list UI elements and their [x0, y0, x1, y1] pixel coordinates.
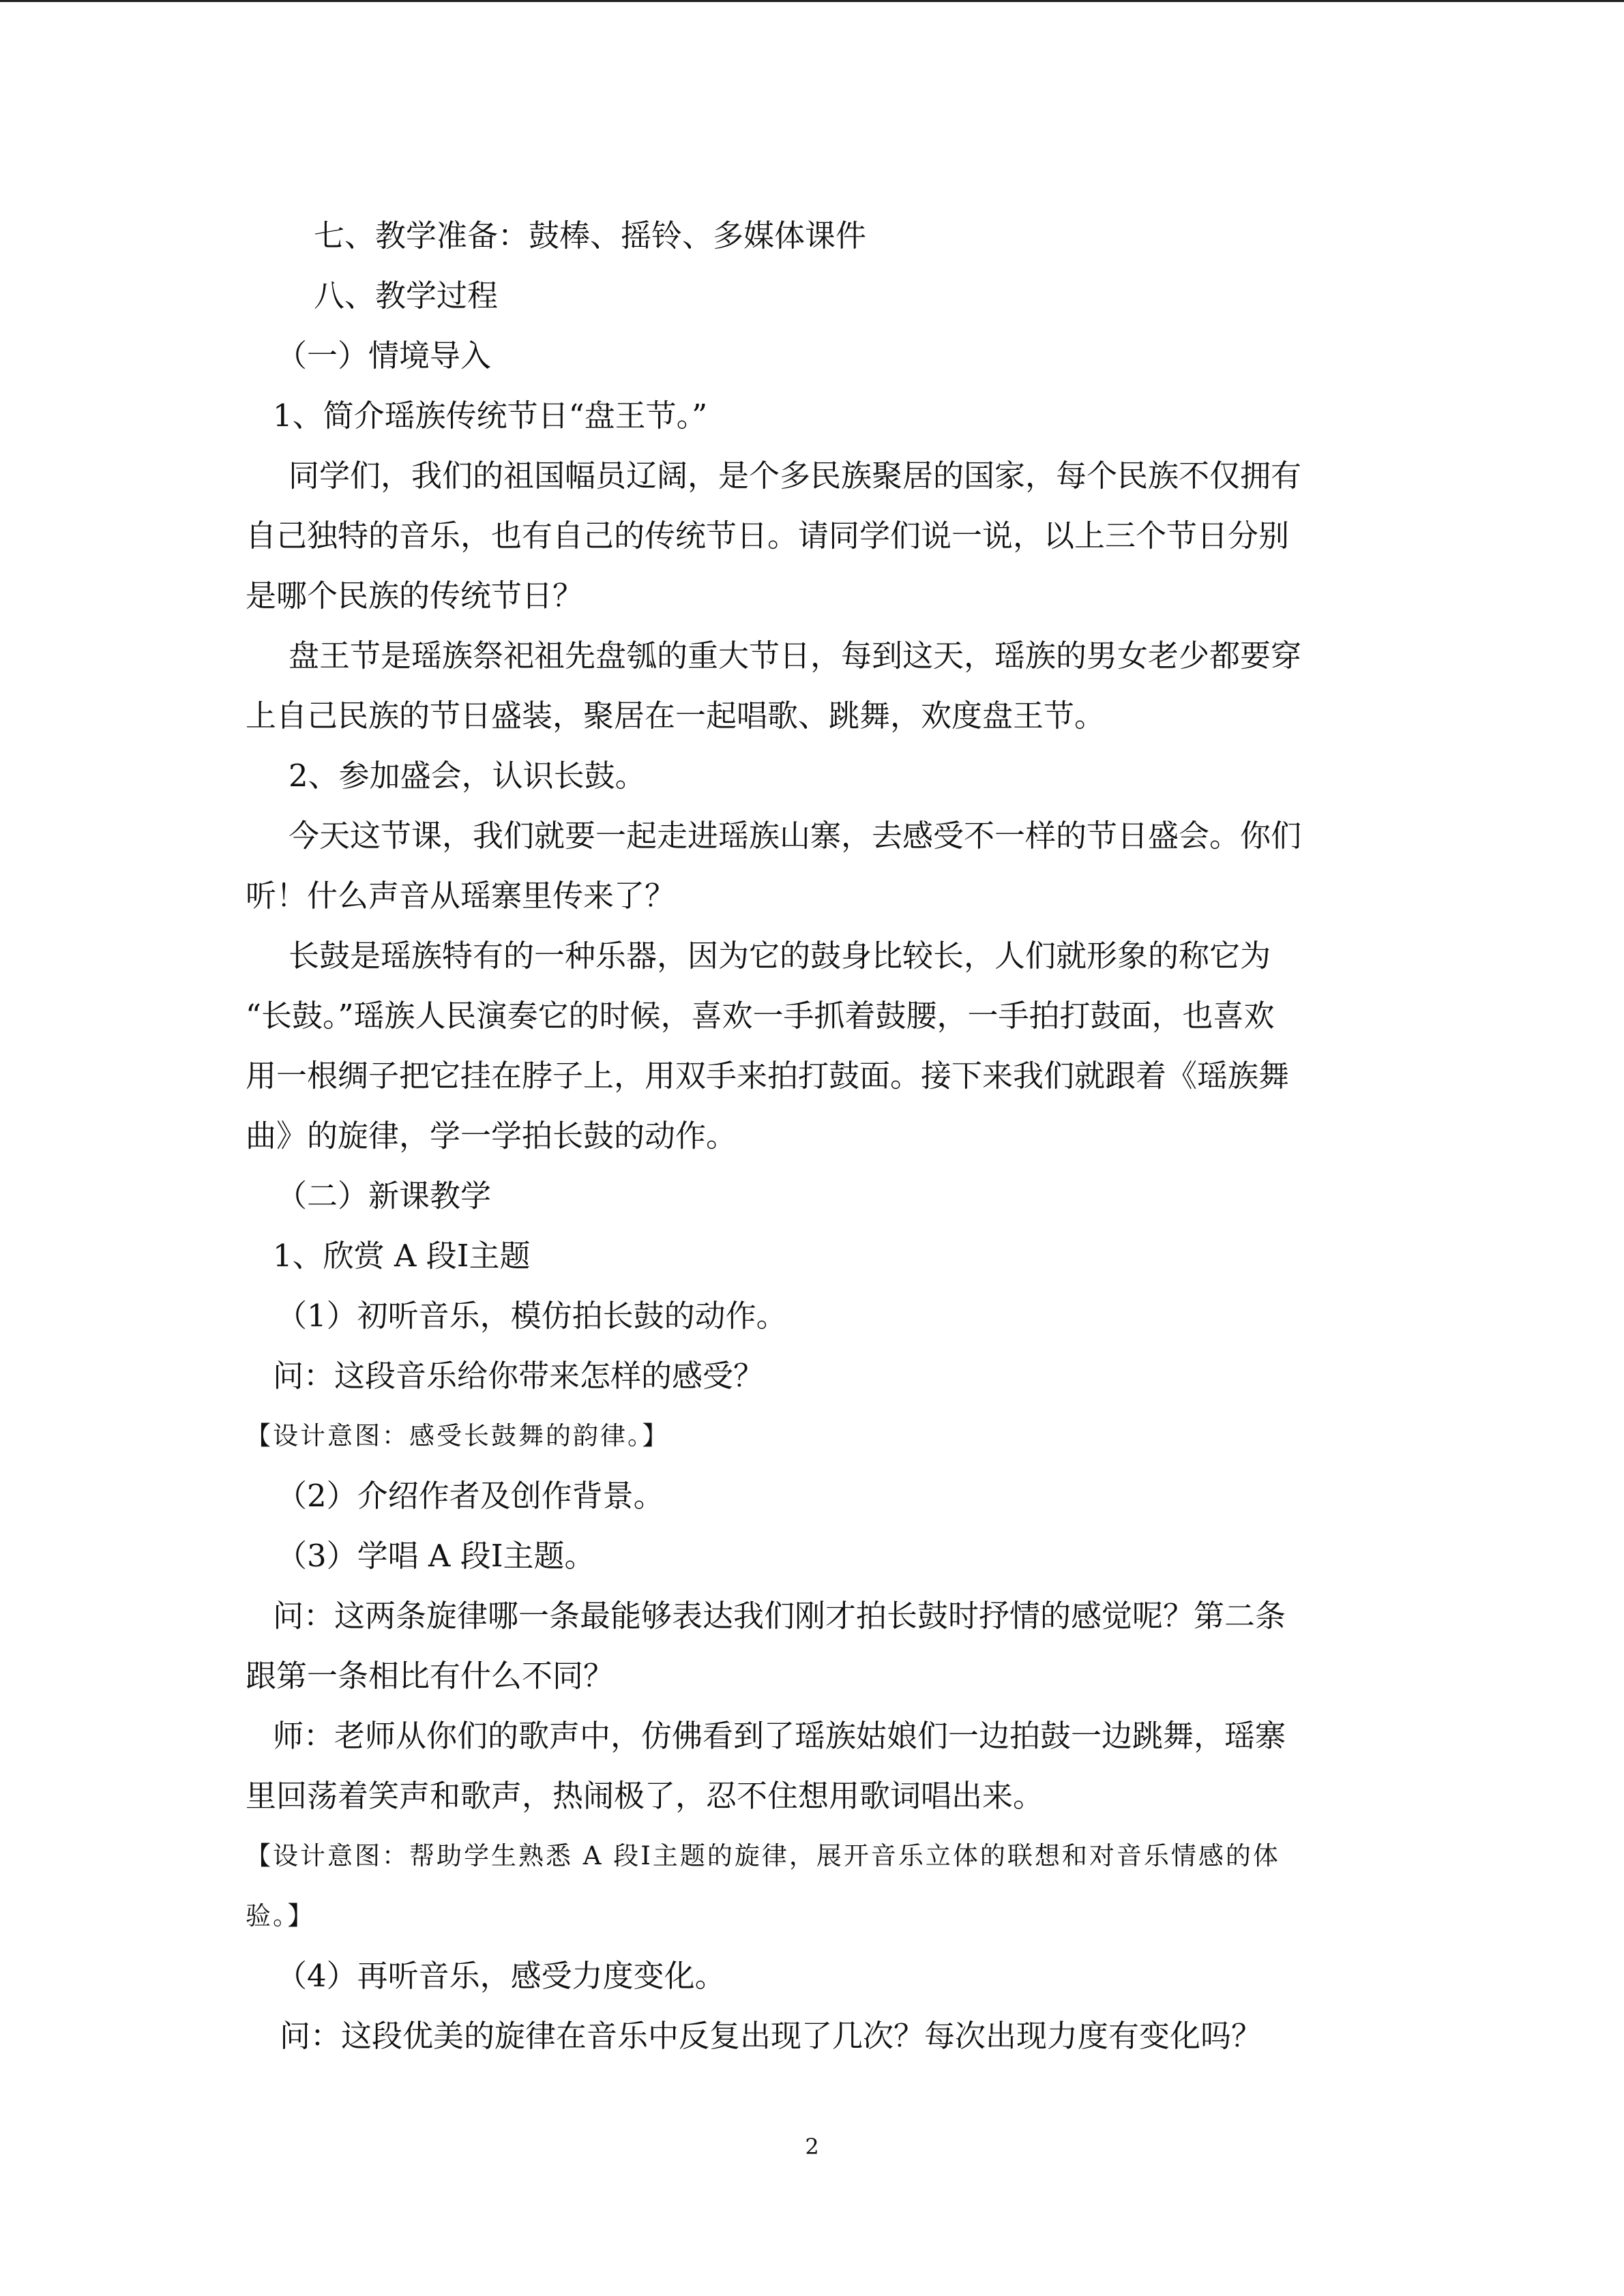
text-line: 1、欣赏 A 段Ⅰ主题 [273, 1238, 531, 1274]
text-line: （二）新课教学 [276, 1178, 492, 1214]
text-line: 问：这段音乐给你带来怎样的感受？ [273, 1358, 765, 1394]
text-line: 1、简介瑶族传统节日“盘王节。” [273, 398, 708, 434]
text-line: 今天这节课，我们就要一起走进瑶族山寨，去感受不一样的节日盛会。你们 [289, 818, 1302, 854]
document-body [246, 206, 1378, 2066]
text-line: “长鼓。”瑶族人民演奏它的时候，喜欢一手抓着鼓腰，一手拍打鼓面，也喜欢 [246, 998, 1275, 1034]
text-line: 里回荡着笑声和歌声，热闹极了，忍不住想用歌词唱出来。 [246, 1778, 1044, 1814]
text-line: 八、教学过程 [314, 278, 499, 314]
text-line: 盘王节是瑶族祭祀祖先盘瓠的重大节日，每到这天，瑶族的男女老少都要穿 [289, 638, 1302, 674]
text-line: 听！什么声音从瑶寨里传来了？ [246, 878, 676, 914]
text-line: 用一根绸子把它挂在脖子上，用双手来拍打鼓面。接下来我们就跟着《瑶族舞 [246, 1058, 1290, 1094]
text-line: 七、教学准备：鼓棒、摇铃、多媒体课件 [314, 218, 867, 254]
text-line: 2、参加盛会，认识长鼓。 [289, 758, 646, 794]
design-intent-line: 【设计意图：感受长鼓舞的韵律。】 [246, 1421, 670, 1450]
text-line: 师：老师从你们的歌声中，仿佛看到了瑶族姑娘们一边拍鼓一边跳舞，瑶寨 [273, 1718, 1286, 1754]
text-line: 自己独特的音乐，也有自己的传统节日。请同学们说一说，以上三个节日分别 [246, 518, 1290, 554]
text-line: （1）初听音乐，模仿拍长鼓的动作。 [276, 1298, 787, 1334]
text-line: （一）情境导入 [276, 338, 492, 374]
text-line: （3）学唱 A 段Ⅰ主题。 [276, 1538, 595, 1574]
text-line: 是哪个民族的传统节日？ [246, 578, 584, 614]
text-line: （4）再听音乐，感受力度变化。 [276, 1958, 726, 1994]
text-line: 问：这两条旋律哪一条最能够表达我们刚才拍长鼓时抒情的感觉呢？第二条 [273, 1598, 1286, 1634]
text-line: 上自己民族的节日盛装，聚居在一起唱歌、跳舞，欢度盘王节。 [246, 698, 1106, 734]
design-intent-line: 验。】 [246, 1901, 315, 1930]
text-line: 同学们，我们的祖国幅员辽阔，是个多民族聚居的国家，每个民族不仅拥有 [289, 458, 1302, 494]
text-line: （2）介绍作者及创作背景。 [276, 1478, 664, 1514]
text-line: 长鼓是瑶族特有的一种乐器，因为它的鼓身比较长，人们就形象的称它为 [289, 938, 1271, 974]
text-line: 跟第一条相比有什么不同？ [246, 1658, 615, 1694]
text-line: 曲》的旋律，学一学拍长鼓的动作。 [246, 1118, 737, 1154]
page-top-border [0, 0, 1624, 2]
page-number: 2 [805, 2134, 819, 2160]
text-line: 问：这段优美的旋律在音乐中反复出现了几次？每次出现力度有变化吗？ [280, 2018, 1263, 2054]
design-intent-line: 【设计意图：帮助学生熟悉 A 段Ⅰ主题的旋律，展开音乐立体的联想和对音乐情感的体 [246, 1841, 1280, 1870]
